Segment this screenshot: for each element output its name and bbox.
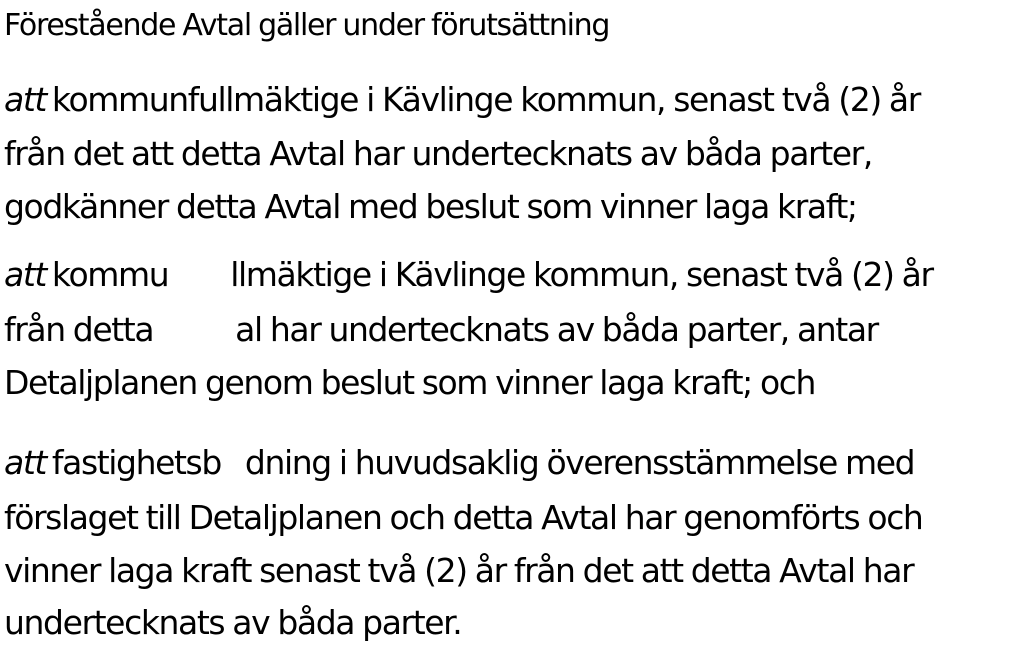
clause-3-marker: att [4, 443, 46, 482]
clause-2-text-1b: llmäktige i Kävlinge kommun, senast två (2) år [230, 255, 933, 294]
clause-2-line-2 [4, 310, 878, 350]
clause-3-line-4: undertecknats av båda parter. [4, 603, 462, 642]
clause-2-line-1 [4, 255, 933, 295]
intro-line: Förestående Avtal gäller under förutsättning [4, 8, 610, 43]
clause-1-marker: att [4, 80, 46, 119]
clause-3-line-3: vinner laga kraft senast två (2) år från det att detta Avtal har [4, 551, 914, 590]
clause-2-text-1a: kommu [51, 255, 169, 294]
clause-3-text-1a: fastighetsb [51, 443, 221, 482]
document-text [4, 0, 1022, 649]
clause-2-marker: att [4, 255, 46, 294]
clause-2-text-2a: från detta [4, 310, 154, 349]
clause-3-line-2: förslaget till Detaljplanen och detta Avtal har genomförts och [4, 498, 923, 537]
clause-1-line-2: från det att detta Avtal har undertecknats av båda parter, [4, 134, 872, 173]
clause-1-text-1: kommunfullmäktige i Kävlinge kommun, senast två (2) år [51, 80, 920, 119]
clause-2-line-3: Detaljplanen genom beslut som vinner laga kraft; och [4, 363, 816, 402]
clause-3-text-1b: dning i huvudsaklig överensstämmelse med [244, 443, 915, 482]
clause-1-line-1 [4, 80, 920, 120]
clause-3-line-1 [4, 443, 914, 483]
clause-2-text-2b: al har undertecknats av båda parter, antar [235, 310, 878, 349]
clause-1-line-3: godkänner detta Avtal med beslut som vinner laga kraft; [4, 187, 857, 226]
